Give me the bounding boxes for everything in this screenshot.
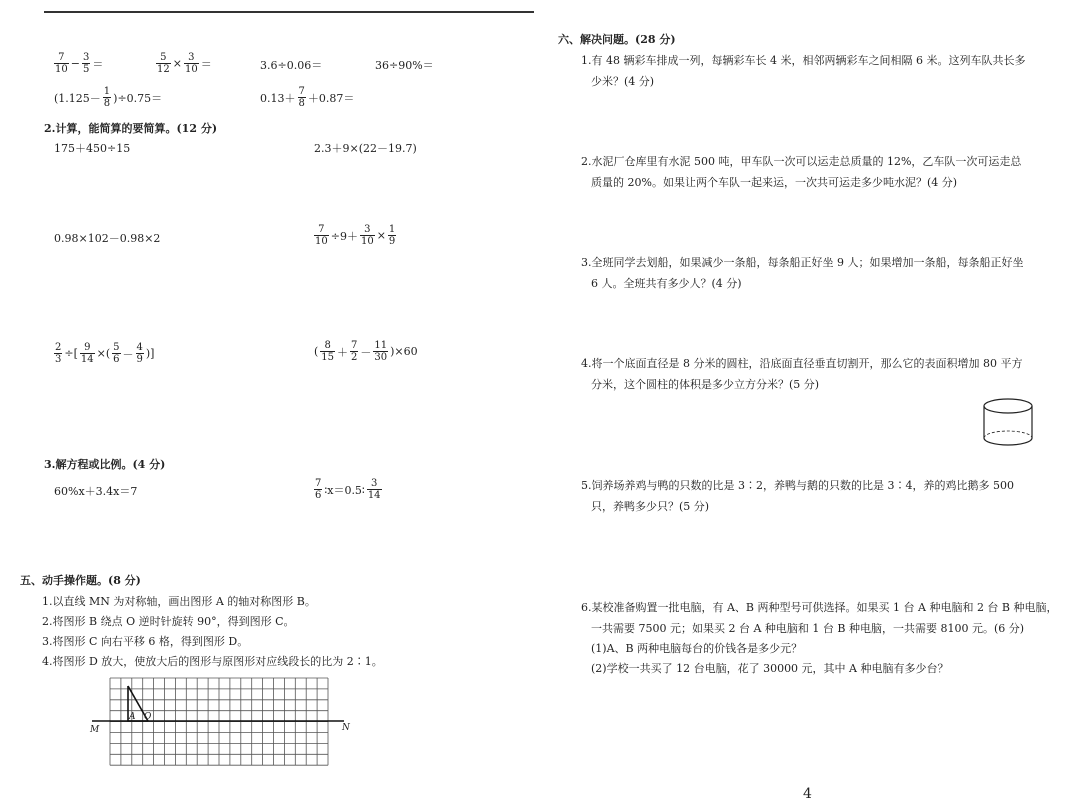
r-q6-sub2: (2)学校一共买了 12 台电脑，花了 30000 元，其中 A 种电脑有多少台？ [591,662,949,675]
sec5-item-1: 1.以直线 MN 为对称轴，画出图形 A 的轴对称图形 B。 [42,595,316,608]
r-q2-line2: 质量的 20%。如果让两个车队一起来运，一次共可运走多少吨水泥？(4 分) [591,176,958,189]
q2-item-3: 0.98×102－0.98×2 [54,232,161,245]
oral-calc-3: 3.6÷0.06＝ [260,59,323,72]
sec5-item-4: 4.将图形 D 放大，使放大后的图形与原图形对应线段长的比为 2∶1。 [42,655,383,668]
oral-calc-4: 36÷90%＝ [375,59,434,72]
q2-item-1: 175＋450÷15 [54,142,131,155]
page-number: 4 [803,786,812,802]
r-q4-line1: 4.将一个底面直径是 8 分米的圆柱，沿底面直径垂直切割开，那么它的表面积增加 80 平方 [581,357,1023,370]
oral-calc-5: (1.125－ $\frac{1}{8}$ )÷0.75＝ [54,86,163,109]
q2-item-5: $\frac{2}{3}$ ÷[ $\frac{9}{14}$ ×( $\frac{5}{6}$ － $\frac{4}{9}$ )] [55,342,155,365]
q2-item-2: 2.3＋9×(22－19.7) [314,142,417,155]
r-q4-line2: 分米，这个圆柱的体积是多少立方分米？(5 分) [591,378,820,391]
r-q6-line2: 一共需要 7500 元；如果买 2 台 A 种电脑和 1 台 B 种电脑，一共需要 8100 元。(6 分) [591,622,1025,635]
q3-item-2: $\frac{7}{6}$ ∶x＝0.5∶ $\frac{3}{14}$ [315,478,381,501]
q2-title: 2.计算，能简算的要简算。(12 分) [44,122,218,135]
sec5-title: 五、动手操作题。(8 分) [20,574,141,587]
r-q5-line2: 只，养鸭多少只？(5 分) [591,500,710,513]
r-q3-line1: 3.全班同学去划船，如果减少一条船，每条船正好坐 9 人；如果增加一条船，每条船正好坐 [581,256,1024,269]
label-m: M [90,725,100,735]
sec5-item-3: 3.将图形 C 向右平移 6 格，得到图形 D。 [42,635,249,648]
r-q2-line1: 2.水泥厂仓库里有水泥 500 吨，甲车队一次可以运走总质量的 12%，乙车队一次可运走总 [581,155,1022,168]
label-a: A [129,712,136,722]
q3-title: 3.解方程或比例。(4 分) [44,458,166,471]
q2-item-4: $\frac{7}{10}$ ÷9＋ $\frac{3}{10}$ × $\frac{1}{9}$ [315,224,396,247]
oral-calc-6: 0.13＋ $\frac{7}{8}$ ＋0.87＝ [260,86,355,109]
cylinder-icon [982,397,1036,449]
r-q6-line1: 6.某校准备购置一批电脑，有 A、B 两种型号可供选择。如果买 1 台 A 种电脑和 2 台 B 种电脑， [581,601,1058,614]
r-q6-sub1: (1)A、B 两种电脑每台的价钱各是多少元？ [591,642,803,655]
sec5-item-2: 2.将图形 B 绕点 O 逆时针旋转 90°，得到图形 C。 [42,615,295,628]
label-n: N [342,723,350,733]
r-q3-line2: 6 人。全班共有多少人？(4 分) [591,277,742,290]
top-rule [44,11,534,13]
r-q1-line1: 1.有 48 辆彩车排成一列，每辆彩车长 4 米，相邻两辆彩车之间相隔 6 米。这列车队共长多 [581,54,1026,67]
q2-item-6: ( $\frac{8}{15}$ ＋ $\frac{7}{2}$ － $\frac{11}{30}$ )×60 [314,340,418,363]
r-q1-line2: 少米？(4 分) [591,75,655,88]
label-o: O [144,712,152,722]
sec6-title: 六、解决问题。(28 分) [558,33,676,46]
oral-calc-2: $\frac{5}{12}$ × $\frac{3}{10}$ ＝ [157,52,212,75]
q3-item-1: 60%x＋3.4x＝7 [54,485,138,498]
r-q5-line1: 5.饲养场养鸡与鸭的只数的比是 3∶2，养鸭与鹅的只数的比是 3∶4，养的鸡比鹅多 500 [581,479,1014,492]
grid-figure [88,674,358,770]
oral-calc-1: $\frac{7}{10}$ − $\frac{3}{5}$ ＝ [55,52,104,75]
